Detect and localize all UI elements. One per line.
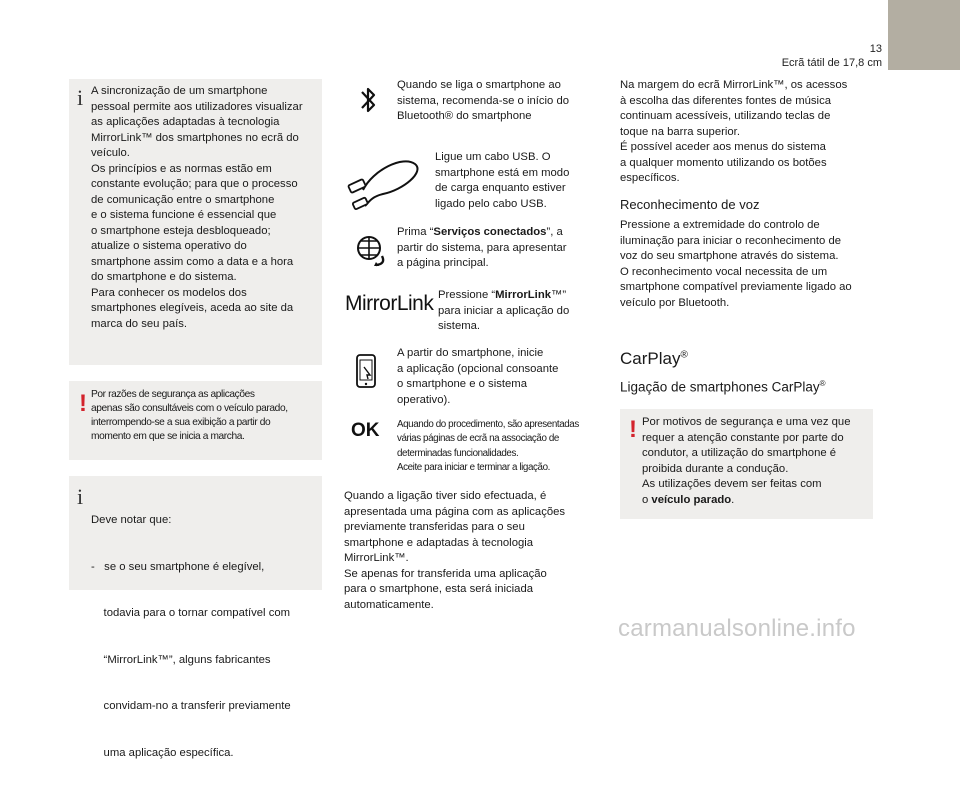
mirrorlink-text: Pressione “MirrorLink™” para iniciar a aplicação do sistema. [438,289,570,332]
page-corner-tab [888,0,960,70]
connected-services-text: Prima “Serviços conectados”, a partir do sistema, para apresentar a página principal. [397,226,567,269]
info-box-text: A sincronização de um smartphone pessoal permite aos utilizadores visualizar as aplicações adaptadas à tecnologia MirrorLink™ dos smartphones no ecrã do veículo. Os princípios e as normas estão em constante evolução; para que o processo de comunicação entre o smartphone e o sistema funcione é essencial que o smartphone esteja desbloqueado; atualize o sistema operativo do smartphone assim como a data e a hora do smartphone e do sistema. Para conhecer os modelos dos smartphones elegíveis, aceda ao site da marca do seu país. [91,85,303,330]
mirrorlink-label: MirrorLink [495,289,552,301]
warning-carplay-text: Por motivos de segurança e uma vez que requer a atenção constante por parte do condutor, a utilização do smartphone é proibida durante a condução. As utilizações devem ser feitas com o veículo parado. [642,416,851,506]
voice-recognition-text: Pressione a extremidade do controlo de iluminação para iniciar o reconhecimento de voz do seu smartphone através do sistema. O reconhecimento vocal necessita de um smartphone compatível previamente ligado ao veículo por Bluetooth. [620,219,852,309]
usb-cable-icon [343,150,425,212]
bluetooth-text: Quando se liga o smartphone ao sistema, recomenda-se o início do Bluetooth® do smartphone [397,79,570,122]
voice-recognition-heading: Reconhecimento de voz [620,197,760,212]
info-box-mirrorlink [69,79,322,365]
info-box-note [69,476,322,759]
warning-box-safety [69,381,322,460]
usb-text: Ligue um cabo USB. O smartphone está em modo de carga enquanto estiver ligado pelo cabo USB. [435,151,570,210]
bluetooth-icon [356,83,380,117]
warning-box-carplay [620,409,873,519]
connected-services-label: Serviços conectados [433,226,547,238]
carplay-connection-heading: Ligação de smartphones CarPlay® [620,379,826,395]
page-header-title: Ecrã tátil de 17,8 cm [781,57,882,69]
watermark: carmanualsonline.info [618,615,856,642]
connection-result-text: Quando a ligação tiver sido efectuada, é apresentada uma página com as aplicações previamente transferidas para o seu smartphone e adaptadas à tecnologia MirrorLink™. Se apenas for transferida uma aplicação para o smartphone, esta será iniciada automaticamente. [344,490,566,611]
info-note-text: Deve notar que: - se o seu smartphone é elegível, todavia para o tornar compatível com “MirrorLink™”, alguns fabricantes convidam-no a transferir previamente uma aplicação específica. [91,514,291,759]
smartphone-icon [354,353,380,389]
mirrorlink-logo: MirrorLink [345,292,434,315]
ok-icon: OK [351,420,380,441]
smartphone-text: A partir do smartphone, inicie a aplicação (opcional consoante o smartphone e o sistema operativo). [397,347,559,406]
page-number: 13 [869,43,882,55]
connected-services-icon [352,232,392,268]
carplay-heading: CarPlay® [620,349,688,368]
mirrorlink-margin-text: Na margem do ecrã MirrorLink™, os acessos à escolha das diferentes fontes de música continuam acessíveis, utilizando teclas de toque na barra superior. É possível aceder aos menus do sistema a qualquer momento utilizando os botões específicos. [620,79,848,184]
info-icon: i [77,85,84,110]
warning-box-text: Por razões de segurança as aplicações apenas são consultáveis com o veículo parado, interrompendo-se a sua exibição a partir do momento em que se inicia a marcha. [91,389,288,442]
info-icon: i [77,484,84,509]
warning-icon: ! [629,416,637,443]
warning-icon: ! [79,390,87,417]
ok-text: Aquando do procedimento, são apresentadas várias páginas de ecrã na associação de determinadas funcionalidades. Aceite para iniciar e terminar a ligação. [397,419,579,473]
